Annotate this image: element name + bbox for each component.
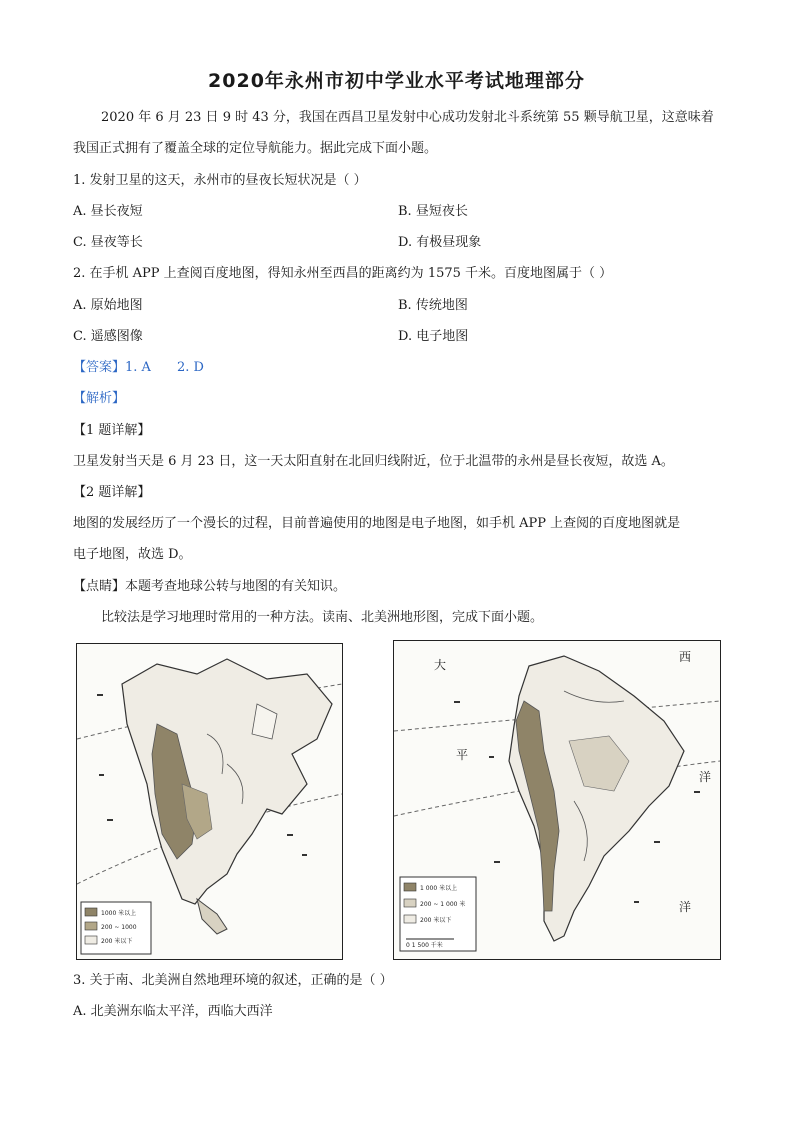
question-1: 1. 发射卫星的这天，永州市的昼夜长短状况是（ ）	[73, 173, 367, 188]
q1-option-d: D. 有极昼现象	[398, 235, 482, 250]
answer-2: 2. D	[176, 360, 204, 375]
comment-line	[73, 577, 346, 597]
na-legend-1: 1000 米以上	[101, 910, 137, 917]
detail-2-label: 【2 题详解】	[73, 485, 151, 500]
sa-legend-3: 200 米以下	[420, 917, 452, 924]
na-legend-2: 200 ~ 1000	[101, 924, 137, 931]
q1-option-a: A. 昼长夜短	[73, 204, 143, 219]
sa-label-yang: 洋	[699, 770, 712, 784]
q2-option-b: B. 传统地图	[398, 298, 468, 313]
na-legend-3: 200 米以下	[101, 938, 133, 945]
detail-1-label: 【1 题详解】	[73, 423, 151, 438]
answer-line	[73, 358, 204, 378]
north-america-map-drawing	[77, 644, 342, 959]
q2-option-a: A. 原始地图	[73, 298, 143, 313]
question-3: 3. 关于南、北美洲自然地理环境的叙述，正确的是（ ）	[73, 973, 393, 988]
comment-label: 【点睛】	[73, 579, 126, 594]
north-america-map	[76, 643, 343, 960]
sa-legend-1: 1 000 米以上	[420, 885, 458, 892]
south-america-map-drawing	[394, 641, 720, 959]
sa-label-yang2: 洋	[679, 900, 692, 914]
q1-option-b: B. 昼短夜长	[398, 204, 468, 219]
detail-2-text-line2: 电子地图，故选 D。	[73, 547, 192, 562]
sa-scale: 0 1 500 千米	[406, 942, 443, 949]
q3-option-a: A. 北美洲东临太平洋，西临大西洋	[73, 1004, 273, 1019]
answer-label: 【答案】	[73, 360, 126, 375]
detail-2-text-line1: 地图的发展经历了一个漫长的过程，目前普遍使用的地图是电子地图，如手机 APP 上查阅的百度地图就是	[73, 516, 681, 531]
intro-paragraph-3: 比较法是学习地理时常用的一种方法。读南、北美洲地形图，完成下面小题。	[101, 610, 544, 625]
answer-1: 1. A	[125, 360, 151, 375]
sa-legend-2: 200 ~ 1 000 米	[420, 901, 466, 908]
q1-option-c: C. 昼夜等长	[73, 235, 143, 250]
question-2: 2. 在手机 APP 上查阅百度地图，得知永州至西昌的距离约为 1575 千米。百度地图属于（ ）	[73, 266, 613, 281]
sa-label-ping: 平	[456, 748, 469, 762]
intro-paragraph-line1: 2020 年 6 月 23 日 9 时 43 分，我国在西昌卫星发射中心成功发射北斗系统第 55 颗导航卫星，这意味着	[101, 110, 714, 125]
page-title: 2020年永州市初中学业水平考试地理部分	[208, 70, 585, 92]
q2-option-c: C. 遥感图像	[73, 329, 143, 344]
south-america-map	[393, 640, 721, 960]
sa-label-xi: 西	[679, 650, 692, 664]
detail-1-text: 卫星发射当天是 6 月 23 日，这一天太阳直射在北回归线附近，位于北温带的永州是昼长夜短，故选 A。	[73, 454, 674, 469]
sa-label-da: 大	[434, 658, 447, 672]
comment-text: 本题考查地球公转与地图的有关知识。	[125, 579, 347, 594]
analysis-label: 【解析】	[73, 391, 126, 406]
intro-paragraph-line2: 我国正式拥有了覆盖全球的定位导航能力。据此完成下面小题。	[73, 141, 438, 156]
q2-option-d: D. 电子地图	[398, 329, 469, 344]
